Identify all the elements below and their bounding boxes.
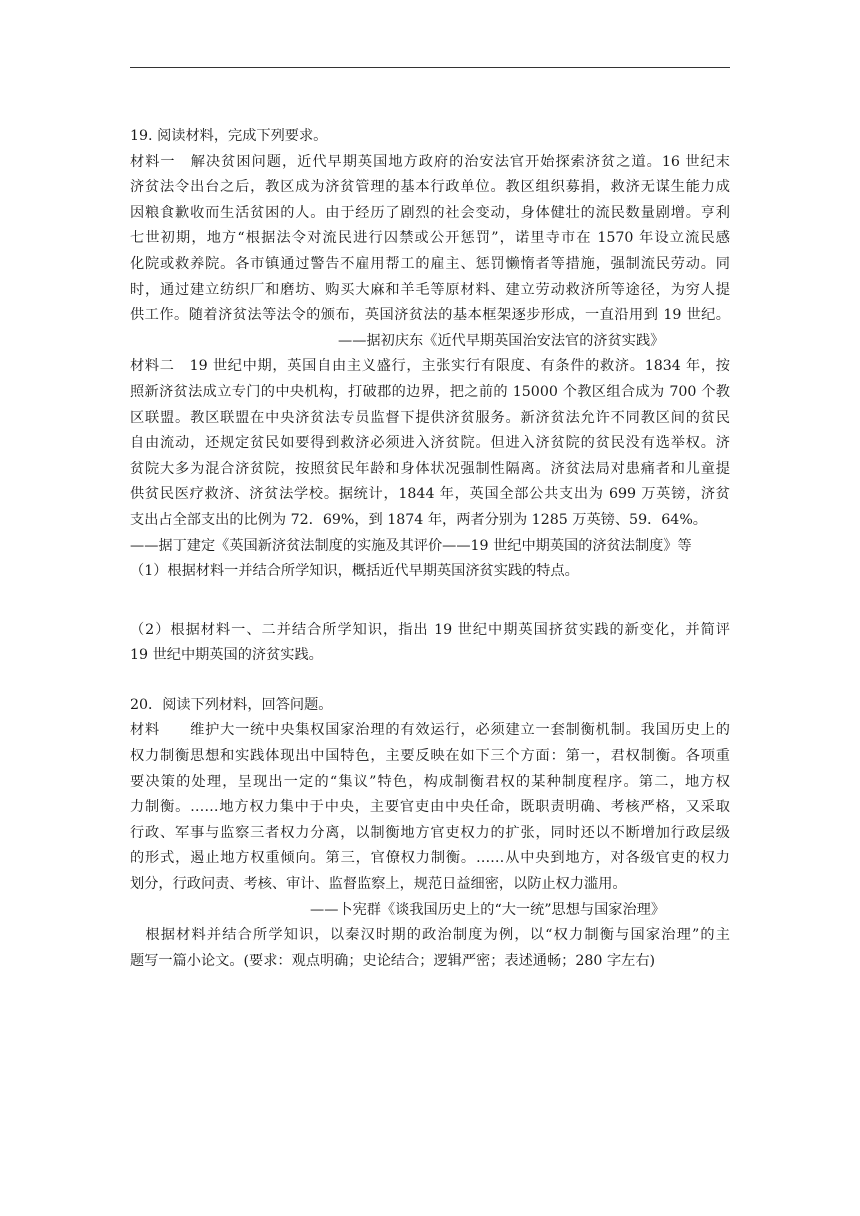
q19-subquestion-2: （2）根据材料一、二并结合所学知识，指出 19 世纪中期英国挤贫实践的新变化，并简评 (130, 621, 730, 638)
q19-material1-line: 时，通过建立纺织厂和磨坊、购买大麻和羊毛等原材料、建立劳动救济所等途径，为穷人提 (130, 281, 730, 298)
q19-subquestion-2: 19 世纪中期英国的济贫实践。 (130, 647, 323, 664)
q20-material-line: 行政、军事与监察三者权力分离，以制衡地方官吏权力的扩张，同时还以不断增加行政层级 (130, 824, 730, 841)
q19-material1-line: 济贫法令出台之后，教区成为济贫管理的基本行政单位。教区组织募捐，救济无谋生能力成 (130, 179, 730, 196)
q20-task-line: 题写一篇小论文。(要求：观点明确；史论结合；逻辑严密；表述通畅；280 字左右) (130, 952, 656, 969)
q19-material2-source: ——据丁建定《英国新济贫法制度的实施及其评价——19 世纪中期英国的济贫法制度》等 (130, 537, 692, 554)
q19-material2-line: 照新济贫法成立专门的中央机构，打破郡的边界，把之前的 15000 个教区组合成为 700 个教 (130, 383, 730, 400)
q19-material2-line: 自由流动，还规定贫民如要得到救济必须进入济贫院。但进入济贫院的贫民没有选举权。济 (130, 435, 730, 452)
q19-title: 19. 阅读材料，完成下列要求。 (130, 128, 328, 144)
q19-material2-line: 区联盟。教区联盟在中央济贫法专员监督下提供济贫服务。新济贫法允许不同教区间的贫民 (130, 409, 730, 426)
q20-material-line: 要决策的处理，呈现出一定的“集议”特色，构成制衡君权的某种制度程序。第二，地方权 (130, 773, 730, 790)
q19-material2-line: 贫院大多为混合济贫院，按照贫民年龄和身体状况强制性隔离。济贫法局对患痛者和儿童提 (130, 460, 730, 477)
q20-title: 20．阅读下列材料，回答问题。 (130, 696, 333, 713)
q19-material1-line: 供工作。随着济贫法等法令的颁布，英国济贫法的基本框架逐步形成，一直沿用到 19 世纪。 (130, 307, 730, 324)
page-content (130, 124, 730, 974)
q20-material-line: 划分，行政问责、考核、审计、监督监察上，规范日益细密，以防止权力滥用。 (130, 876, 627, 893)
q19-material1-line: 七世初期，地方“根据法令对流民进行囚禁或公开惩罚”，诺里寺市在 1570 年设立流民感 (130, 230, 730, 247)
q19-material1-line: 材料一 解决贫困问题，近代早期英国地方政府的治安法官开始探索济贫之道。16 世纪末 (130, 153, 730, 170)
q19-material1-line: 化院或救养院。各市镇通过警告不雇用帮工的雇主、惩罚懒惰者等措施，强制流民劳动。同 (130, 255, 730, 272)
q20-material-line: 的形式，遏止地方权重倾向。第三，官僚权力制衡。……从中央到地方，对各级官吏的权力 (130, 850, 730, 867)
q19-subquestion-1: （1）根据材料一并结合所学知识，概括近代早期英国济贫实践的特点。 (130, 563, 579, 580)
q19-material2-line: 支出占全部支出的比例为 72．69%，到 1874 年，两者分别为 1285 万英镑、59．64%。 (130, 511, 707, 528)
answer-space (130, 669, 730, 693)
q19-material1-line: 因粮食歉收而生活贫困的人。由于经历了剧烈的社会变动，身体健壮的流民数量剧增。亨利 (130, 204, 730, 221)
q20-material-line: 力制衡。……地方权力集中于中央，主要官吏由中央任命，既职责明确、考核严格，又采取 (130, 799, 730, 816)
header-rule (130, 67, 730, 68)
q20-task-line: 根据材料并结合所学知识，以秦汉时期的政治制度为例，以“权力制衡与国家治理”的主 (130, 927, 730, 944)
q20-material-line: 权力制衡思想和实践体现出中国特色，主要反映在如下三个方面：第一，君权制衡。各项重 (130, 748, 730, 765)
q19-material2-line: 供贫民医疗救济、济贫法学校。据统计，1844 年，英国全部公共支出为 699 万英镑，济贫 (130, 486, 730, 503)
q19-material2-line: 材料二 19 世纪中期，英国自由主义盛行，主张实行有限度、有条件的救济。1834 年，按 (130, 358, 730, 375)
answer-space (130, 585, 730, 618)
q20-source: ——卜宪群《谈我国历史上的“大一统”思想与国家治理》 (310, 901, 666, 918)
q20-material-line: 材料 维护大一统中央集权国家治理的有效运行，必须建立一套制衡机制。我国历史上的 (130, 722, 730, 739)
q19-material1-source: ——据初庆东《近代早期英国治安法官的济贫实践》 (338, 332, 665, 349)
